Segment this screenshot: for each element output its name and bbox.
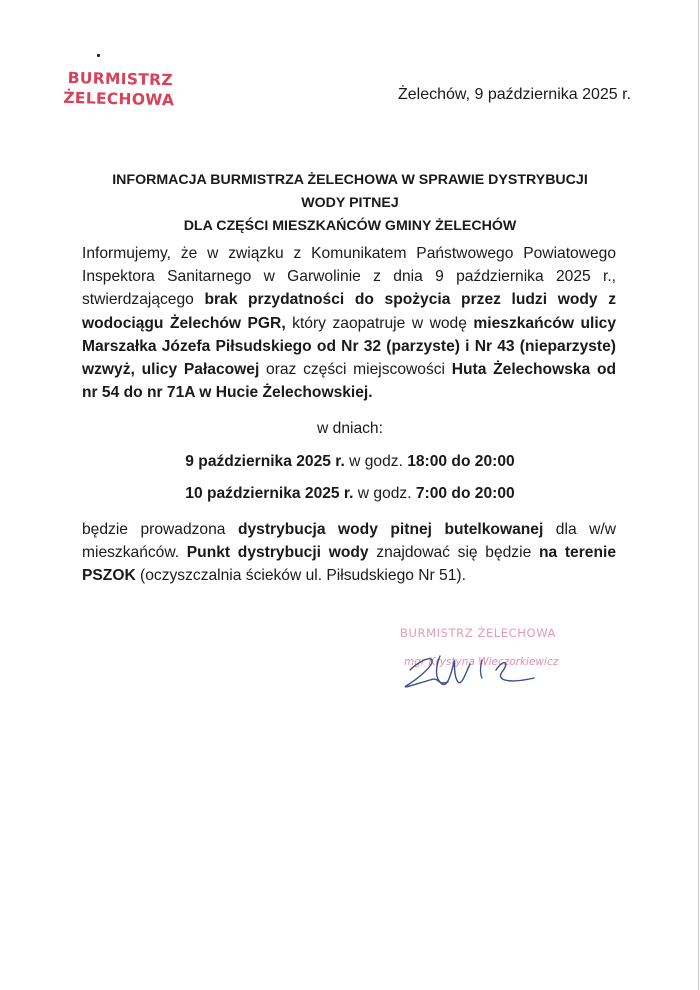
- signature-stroke-1: [405, 659, 448, 687]
- para2-bold-3: na terenie PSZOK: [82, 544, 616, 585]
- signature-stamp-name: mgr Krystyna Wieczorkiewicz: [404, 656, 559, 668]
- schedule-day-2: [60, 485, 640, 503]
- stamp-line-1: BURMISTRZ: [67, 68, 174, 90]
- mayor-header-stamp: [63, 68, 175, 110]
- schedule-day-1: [60, 453, 640, 471]
- schedule-mid: w godz.: [344, 453, 408, 470]
- para1-bold-2: mieszkańców ulicy Marszałka Józefa Piłsudskiego od Nr 32 (parzyste) i Nr 43 (nieparzyste) wzwyż, ulicy Pałacowej: [82, 314, 616, 379]
- para1-text-2: który zaopatruje w wodę: [285, 314, 474, 332]
- title-line-3: DLA CZĘŚCI MIESZKAŃCÓW GMINY ŻELECHÓW: [183, 218, 517, 234]
- title-line-2: WODY PITNEJ: [301, 195, 399, 211]
- w-dniach-label: w dniach:: [317, 420, 383, 437]
- para2-text-4: (oczyszczalnia ścieków ul. Piłsudskiego Nr 51).: [135, 567, 466, 585]
- stamp-line-2: ŻELECHOWA: [63, 88, 175, 110]
- signature-stroke-4: [496, 663, 534, 681]
- schedule-hours: 18:00 do 20:00: [407, 453, 515, 470]
- paragraph-distribution: [82, 518, 616, 588]
- place-and-date: Żelechów, 9 października 2025 r.: [398, 86, 632, 103]
- document-title: [60, 169, 640, 238]
- para1-bold-3: Huta Żelechowska od nr 54 do nr 71A w Hucie Żelechowskiej.: [82, 361, 616, 402]
- para2-bold-2: Punkt dystrybucji wody: [186, 544, 369, 562]
- schedule-date: 10 października 2025 r.: [185, 485, 354, 502]
- schedule-hours: 7:00 do 20:00: [415, 485, 515, 502]
- signature-stroke-3: [481, 660, 483, 678]
- para2-text-3: znajdować się będzie: [368, 544, 539, 562]
- para1-text-3: oraz części miejscowości: [259, 361, 452, 379]
- scan-speck: [97, 54, 100, 57]
- scan-edge-line: [698, 0, 699, 990]
- para2-text-1: będzie prowadzona: [82, 521, 238, 538]
- schedule-date: 9 października 2025 r.: [185, 453, 345, 470]
- para2-bold-1: dystrybucja wody pitnej butelkowanej: [237, 521, 544, 538]
- signature-stroke-2: [437, 656, 471, 685]
- para1-bold-1: brak przydatności do spożycia przez ludzi wody z wodociągu Żelechów PGR,: [82, 291, 616, 332]
- handwritten-signature-icon: [396, 640, 536, 696]
- signature-stamp-title: BURMISTRZ ŻELECHOWA: [400, 626, 557, 640]
- title-line-1: INFORMACJA BURMISTRZA ŻELECHOWA W SPRAWIE DYSTRYBUCJI: [112, 172, 588, 188]
- paragraph-announcement: [82, 242, 616, 404]
- para1-text-1: Informujemy, że w związku z Komunikatem Państwowego Powiatowego Inspektora Sanitarnego w Garwolinie z dnia 9 października 2025 r., stwierdzającego: [82, 245, 616, 309]
- para2-text-2: dla w/w mieszkańców.: [82, 521, 616, 562]
- schedule-mid: w godz.: [353, 485, 416, 502]
